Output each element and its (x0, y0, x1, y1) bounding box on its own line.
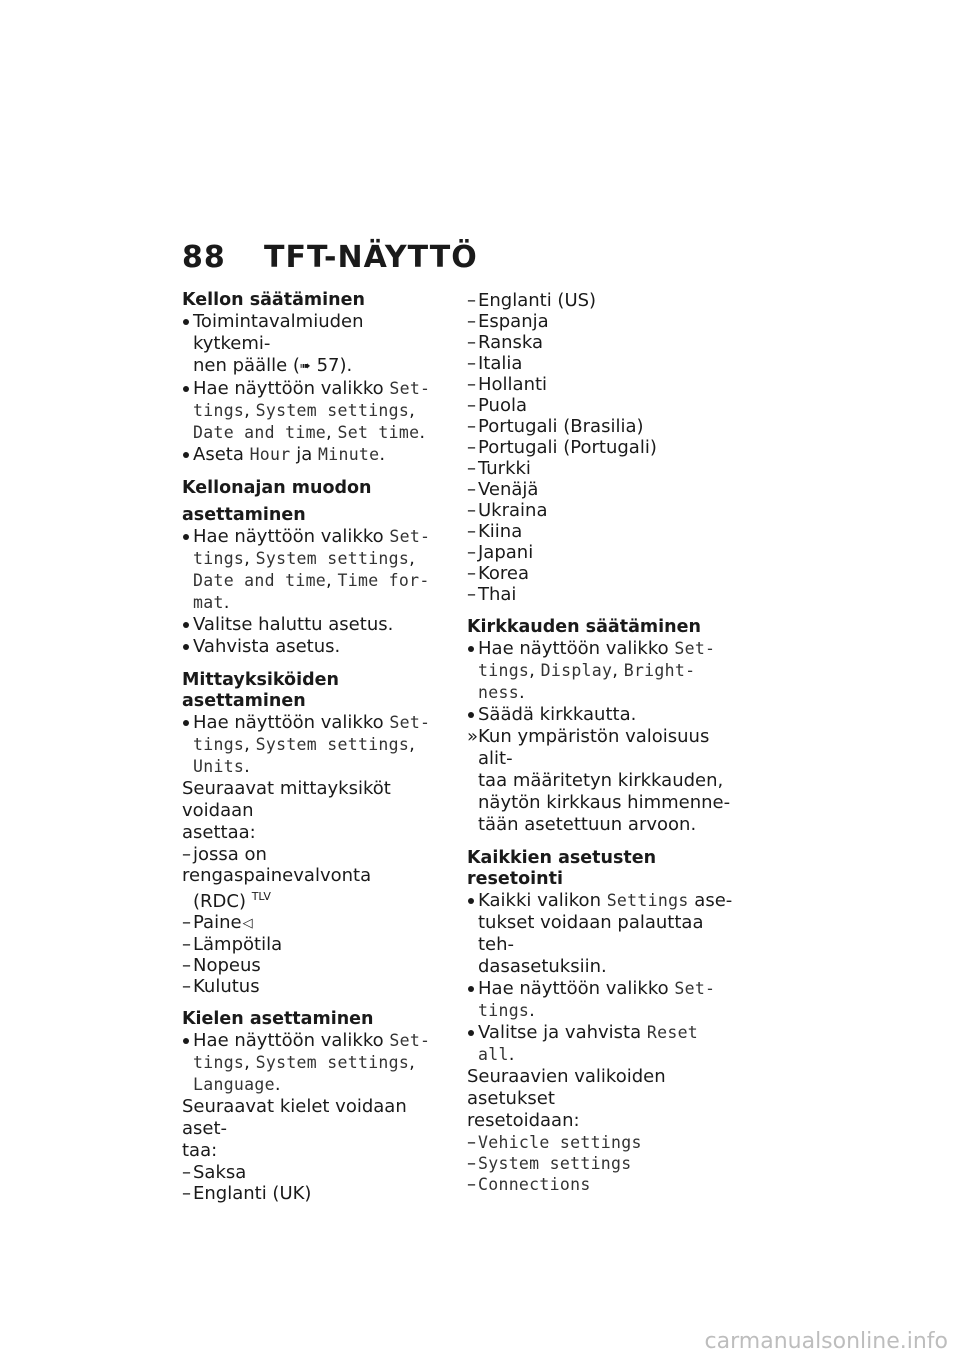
bullet-item: Hae näyttöön valikko Set- tings, Display, Bright- ness. (467, 638, 737, 704)
section-clock (182, 290, 444, 466)
tlv-badge: TLV (251, 890, 271, 903)
menu-name: tings (478, 661, 530, 680)
menu-name: ness (478, 683, 519, 702)
menu-name: Units (193, 757, 245, 776)
section-heading: Kielen asettaminen (182, 1009, 374, 1029)
menu-name: Set- (674, 979, 716, 998)
right-column (467, 290, 737, 1195)
menu-name: tings (193, 401, 245, 420)
menu-name: Display (540, 661, 613, 680)
section-heading: asettaminen (182, 505, 306, 525)
menu-name: Connections (478, 1175, 591, 1194)
page-header (182, 240, 478, 275)
list-item: – Thai (467, 584, 517, 605)
bullet-item: Hae näyttöön valikko Set- tings, System settings, Date and time, Time for- mat. (182, 526, 444, 614)
menu-name: tings (478, 1001, 530, 1020)
menu-name: Bright- (623, 661, 696, 680)
list-item: – Ukraina (467, 500, 548, 521)
menu-name: Reset (646, 1023, 699, 1042)
triangle-icon: ◁ (242, 916, 253, 931)
list-item: – Nopeus (182, 955, 261, 976)
list-item: – Korea (467, 563, 530, 584)
list-item: – Paine◁ (182, 912, 253, 933)
list-item: – Portugali (Brasilia) (467, 416, 644, 437)
list-item: – Venäjä (467, 479, 539, 500)
menu-name: all (478, 1045, 509, 1064)
paragraph: resetoidaan: (467, 1110, 580, 1131)
list-item: – System settings (467, 1153, 632, 1174)
menu-name: Set- (389, 527, 431, 546)
paragraph: taa: (182, 1140, 218, 1161)
list-item: – Lämpötila (182, 934, 283, 955)
menu-name: mat (193, 593, 224, 612)
menu-name: tings (193, 735, 245, 754)
menu-name: Vehicle settings (478, 1133, 642, 1152)
section-heading: Kellon säätäminen (182, 290, 365, 310)
bullet-item: Säädä kirkkautta. (467, 704, 737, 726)
section-heading: Kirkkauden säätäminen (467, 617, 701, 637)
section-time-format (182, 478, 444, 658)
left-column (182, 290, 444, 1204)
list-item: – Hollanti (467, 374, 548, 395)
bullet-item: Vahvista asetus. (182, 636, 444, 658)
menu-name: Date and time (193, 423, 327, 442)
section-units (182, 670, 444, 997)
list-item: – Vehicle settings (467, 1132, 642, 1153)
bullet-item: Hae näyttöön valikko Set- tings, System settings, Language. (182, 1030, 444, 1096)
bullet-item: Valitse haluttu asetus. (182, 614, 444, 636)
section-brightness (467, 617, 737, 836)
bullet-item: Hae näyttöön valikko Set- tings. (467, 978, 737, 1022)
list-item: – Puola (467, 395, 527, 416)
section-reset (467, 848, 737, 1195)
bullet-item: Hae näyttöön valikko Set- tings, System settings, Date and time, Set time. (182, 378, 444, 444)
section-heading: Mittayksiköiden asettaminen (182, 670, 339, 711)
list-item: – Italia (467, 353, 523, 374)
menu-name: Minute (318, 445, 380, 464)
bullet-item: Aseta Hour ja Minute. (182, 444, 444, 466)
list-item: – jossa on rengaspainevalvonta (RDC) $^{TLV}$ (182, 844, 372, 912)
list-item: – Englanti (UK) (182, 1183, 312, 1204)
paragraph: Seuraavat kielet voidaan aset- (182, 1096, 407, 1139)
menu-name: Time for- (337, 571, 430, 590)
list-item: – Kulutus (182, 976, 260, 997)
list-item: – Englanti (US) (467, 290, 597, 311)
menu-name: Date and time (193, 571, 327, 590)
menu-name: System settings (255, 401, 410, 420)
section-heading: Kaikkien asetusten resetointi (467, 848, 657, 889)
section-language (182, 1009, 444, 1204)
list-item: – Turkki (467, 458, 531, 479)
watermark-link[interactable]: carmanualsonline.info (704, 1329, 948, 1354)
list-item: – Connections (467, 1174, 591, 1195)
paragraph: Seuraavat mittayksiköt voidaan (182, 778, 391, 821)
list-item: – Ranska (467, 332, 544, 353)
section-language-continued (467, 290, 737, 605)
menu-name: System settings (255, 549, 410, 568)
menu-name: Set time (337, 423, 420, 442)
list-item: – Japani (467, 542, 534, 563)
list-item: – Portugali (Portugali) (467, 437, 657, 458)
menu-name: Hour (249, 445, 291, 464)
list-item: – Kiina (467, 521, 523, 542)
page-title: TFT-NÄYTTÖ (264, 240, 478, 275)
menu-name: System settings (255, 735, 410, 754)
menu-name: Set- (389, 1031, 431, 1050)
list-item: – Espanja (467, 311, 549, 332)
menu-name: Language (193, 1075, 275, 1094)
menu-name: System settings (255, 1053, 410, 1072)
bullet-item: Toimintavalmiuden kytkemi- nen päälle (➠ 57). (182, 311, 444, 378)
menu-name: Set- (389, 379, 431, 398)
bullet-item: Kaikki valikon Settings ase- tukset voidaan palauttaa teh- dasasetuksiin. (467, 890, 737, 978)
page-number: 88 (182, 240, 226, 275)
bullet-item: Hae näyttöön valikko Set- tings, System settings, Units. (182, 712, 444, 778)
page-reference-arrow-icon: ➠ (299, 359, 311, 374)
menu-name: System settings (478, 1154, 632, 1173)
paragraph: Seuraavien valikoiden asetukset (467, 1066, 666, 1109)
menu-name: tings (193, 549, 245, 568)
paragraph: asettaa: (182, 822, 256, 843)
result-item: » Kun ympäristön valoisuus alit- taa määritetyn kirkkauden, näytön kirkkaus himmenne- tään asetettuun arvoon. (467, 726, 731, 835)
section-heading: Kellonajan muodon (182, 478, 372, 498)
menu-name: Set- (389, 713, 431, 732)
menu-name: Settings (606, 891, 689, 910)
result-marker: » (467, 726, 479, 747)
list-item: – Saksa (182, 1162, 247, 1183)
menu-name: Set- (674, 639, 716, 658)
menu-name: tings (193, 1053, 245, 1072)
bullet-item: Valitse ja vahvista Reset all. (467, 1022, 737, 1066)
